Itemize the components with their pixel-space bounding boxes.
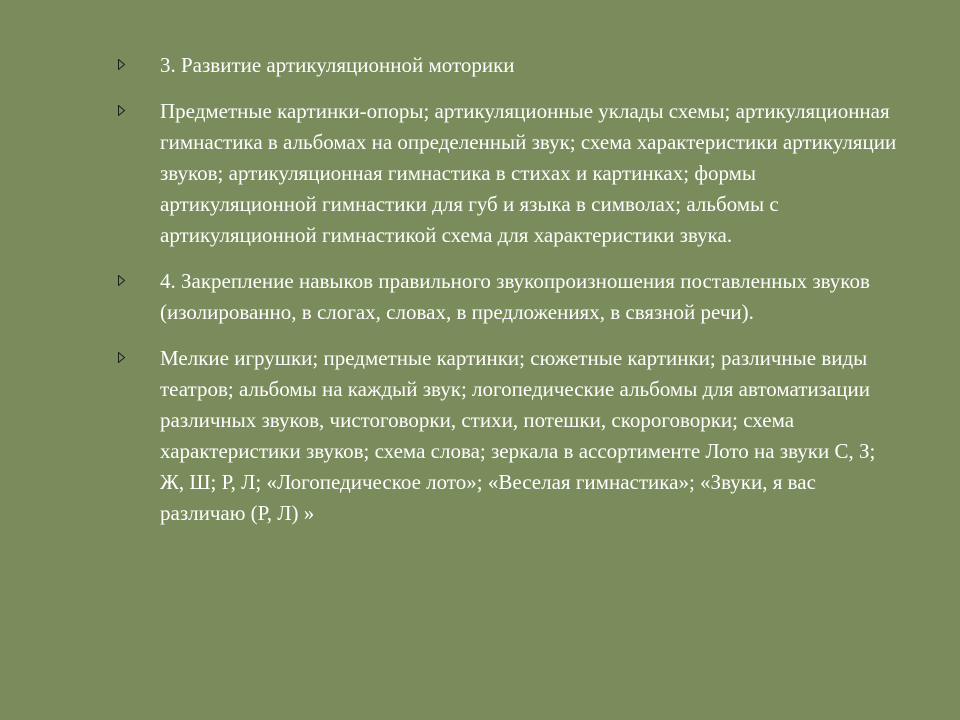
arrow-bullet-icon: [118, 352, 125, 363]
bullet-text: Предметные картинки-опоры; артикуляционные уклады схемы; артикуляционная гимнастика в альбомах на определенный звук; схема характеристики артикуляции звуков; артикуляционная гимнастика в стихах и картинках; формы артикуляционной гимнастики для губ и языка в символах; альбомы с артикуляционной гимнастикой схема для характеристики звука.: [160, 99, 897, 247]
bullet-item: [118, 96, 900, 251]
bullet-text: Мелкие игрушки; предметные картинки; сюжетные картинки; различные виды театров; альбомы на каждый звук; логопедические альбомы для автоматизации различных звуков, чистоговорки, стихи, потешки, скороговорки; схема характеристики звуков; схема слова; зеркала в ассортименте Лото на звуки С, З; Ж, Ш; Р, Л; «Логопедическое лото»; «Веселая гимнастика»; «Звуки, я вас различаю (Р, Л) »: [160, 346, 876, 525]
bullet-text: 3. Развитие артикуляционной моторики: [160, 53, 515, 77]
bullet-item: [118, 266, 900, 328]
arrow-bullet-icon: [118, 105, 125, 116]
arrow-bullet-icon: [118, 59, 125, 70]
bullet-item: [118, 343, 900, 529]
bullet-item: [118, 50, 900, 81]
bullet-list: [118, 50, 900, 529]
arrow-bullet-icon: [118, 275, 125, 286]
bullet-text: 4. Закрепление навыков правильного звукопроизношения поставленных звуков (изолированно, в слогах, словах, в предложениях, в связной речи).: [160, 269, 870, 324]
